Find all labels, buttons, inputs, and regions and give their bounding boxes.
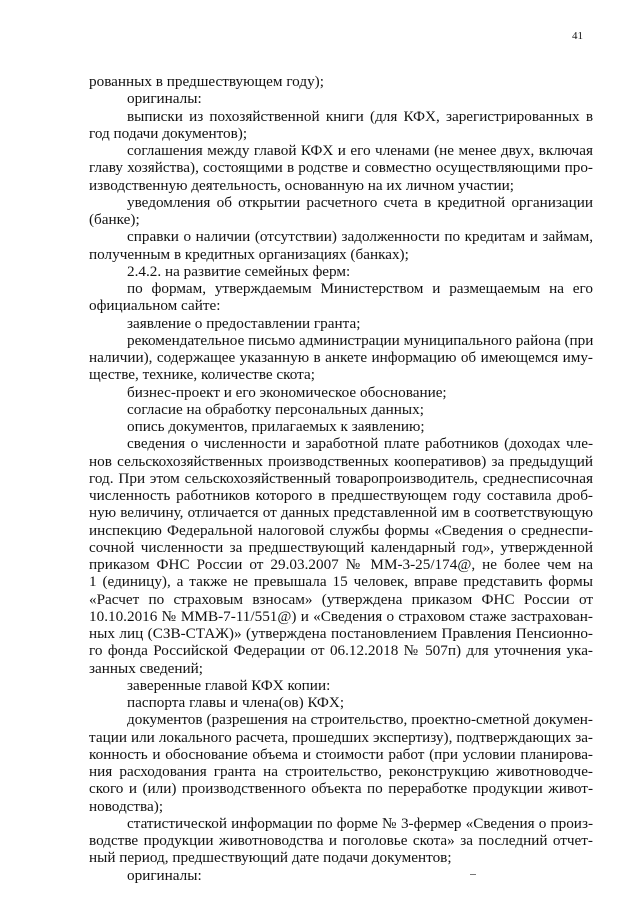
text-line: ный период, предшествующий дате подачи документов; [89,849,452,867]
text-line: полученным в кредитных организациях (банках); [89,245,409,263]
text-line: занных сведений; [89,659,204,677]
text-line: тации или локального расчета, прошедших экспертизу), подтверждающих за- [89,728,593,746]
text-line: наличии), содержащее указанную в анкете информацию об имеющемся иму- [89,349,593,366]
text-line: (банке); [89,211,140,228]
text-line: 2.4.2. на развитие семейных ферм: [127,262,351,280]
text-line: рованных в предшествующем году); [89,73,324,90]
scan-mark [470,874,476,875]
text-line: по формам, утверждаемым Министерством и размещаемым на его [127,280,593,297]
text-line: бизнес-проект и его экономическое обоснование; [127,383,447,401]
text-line: приказом ФНС России от 29.03.2007 № ММ-3-25/174@, не более чем на [89,556,593,573]
text-line: соглашения между главой КФХ и его членами (не менее двух, включая [127,142,593,159]
text-line: согласие на обработку персональных данных; [127,400,424,418]
text-line: конность и обоснование объема и стоимости работ (при условии планирова- [89,745,593,763]
text-line: справки о наличии (отсутствии) задолженности по кредитам и займам, [127,228,593,246]
text-line: опись документов, прилагаемых к заявлению; [127,418,425,435]
text-line: изводственную деятельность, основанную на их личном участии; [89,176,514,194]
text-line: ных лиц (СЗВ-СТАЖ)» (утверждена постановлением Правления Пенсионно- [89,625,593,642]
text-line: 10.10.2016 № ММВ-7-11/551@) и «Сведения о страховом стаже застрахован- [89,607,593,625]
text-line: ную величину, отличается от данных представленной им в соответствующую [89,504,593,522]
text-line: сведения о численности и заработной плате работников (доходах чле- [127,435,593,453]
text-line: паспорта главы и члена(ов) КФХ; [127,694,345,711]
text-line: год. При этом сельскохозяйственный товаропроизводитель, среднесписочная [89,469,593,487]
text-line: год подачи документов); [89,124,248,142]
text-line: ществе, технике, количестве скота; [89,366,315,384]
text-line: 1 (единицу), а также не превышала 15 человек, вправе представить формы [89,573,593,591]
text-line: статистической информации по форме № 3-фермер «Сведения о произ- [127,814,593,832]
text-line: выписки из похозяйственной книги (для КФХ, зарегистрированных в [127,107,593,125]
text-line: ского и (или) производственного объекта по переработке продукции живот- [89,780,593,798]
text-line: сочной численности за предшествующий календарный год», утвержденной [89,538,593,556]
text-line: оригиналы: [127,90,202,108]
text-line: заверенные главой КФХ копии: [127,676,331,694]
text-line: водстве продукции животноводства и поголовье скота» за последний отчет- [89,832,593,849]
text-line: главу хозяйства), состоящими в родстве и совместно осуществляющими про- [89,159,593,177]
text-line: новодства); [89,797,164,815]
text-line: заявление о предоставлении гранта; [127,314,361,332]
text-line: численность работников которого в предшествующем году составила дроб- [89,487,593,504]
text-line: рекомендательное письмо администрации муниципального района (при [127,331,594,349]
text-line: документов (разрешения на строительство, проектно-сметной докумен- [127,711,593,729]
text-line: ния расходования гранта на строительство, реконструкцию животноводче- [89,763,593,780]
text-line: инспекцию Федеральной налоговой службы формы «Сведения о среднеспи- [89,521,593,539]
text-line: оригиналы: [127,866,202,884]
text-line: «Расчет по страховым взносам» (утверждена приказом ФНС России от [89,590,593,608]
page-number: 41 [572,30,583,42]
text-line: нов сельскохозяйственных производственных кооперативов) за предыдущий [89,452,593,470]
text-line: официальном сайте: [89,297,221,315]
text-line: уведомления об открытии расчетного счета в кредитной организации [127,193,593,211]
text-line: го фонда Российской Федерации от 06.12.2018 № 507п) для уточнения ука- [89,642,593,660]
